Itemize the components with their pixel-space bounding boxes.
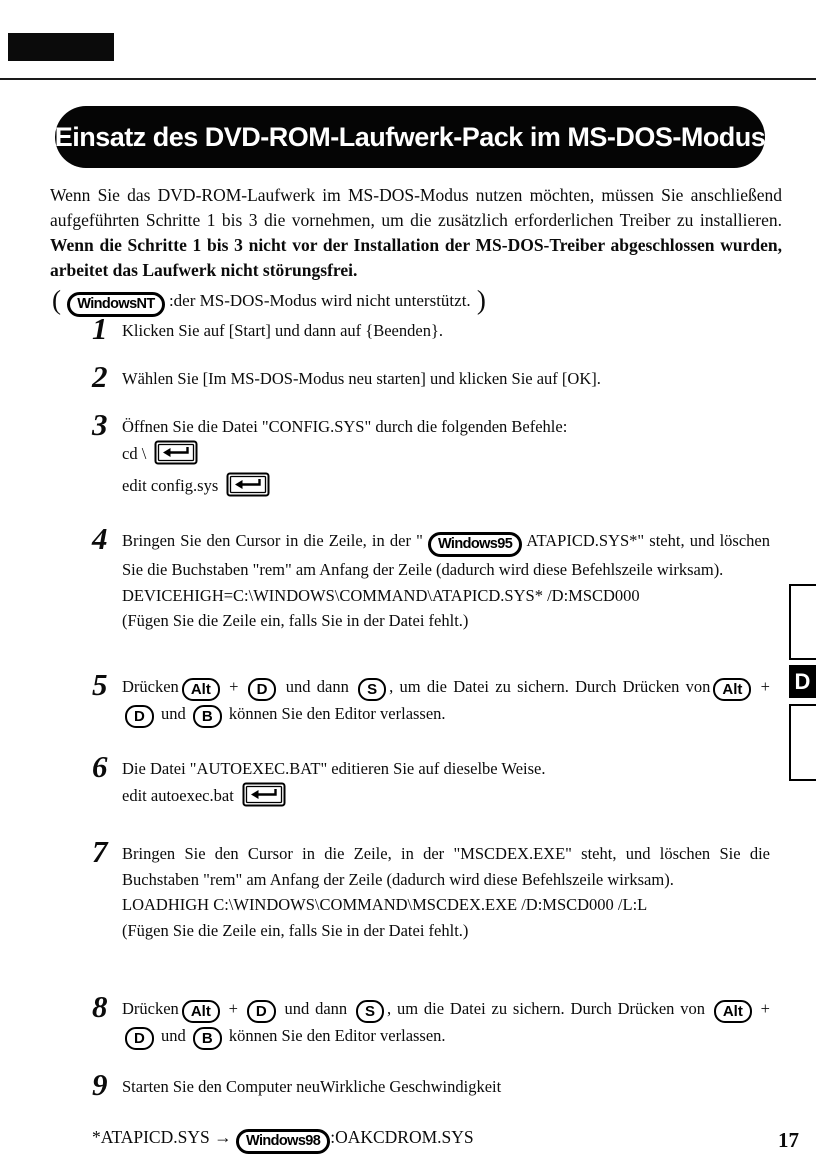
step-text: Wählen Sie [Im MS-DOS-Modus neu starten] und klicken Sie auf [OK]. bbox=[122, 369, 601, 388]
intro-paragraph bbox=[50, 183, 782, 283]
step-text: *ATAPICD.SYS → bbox=[92, 1127, 236, 1147]
page-title: Einsatz des DVD-ROM-Laufwerk-Pack im MS-DOS-Modus bbox=[54, 121, 766, 152]
edge-index-box-bottom bbox=[789, 704, 816, 781]
intro-text-normal: Wenn Sie das DVD-ROM-Laufwerk im MS-DOS-Modus nutzen möchten, müssen Sie anschließend aufgeführten Schritte 1 bis 3 die vornehmen, um die zusätzlich erforderlichen Treiber zu installieren. bbox=[50, 185, 782, 230]
key-b-badge: B bbox=[193, 1027, 222, 1050]
key-alt-badge: Alt bbox=[714, 1000, 752, 1023]
key-alt-badge: Alt bbox=[713, 678, 751, 701]
step-text: und dann bbox=[278, 999, 354, 1018]
step-number: 9 bbox=[92, 1067, 108, 1102]
step-7 bbox=[92, 834, 770, 943]
top-divider-rule bbox=[0, 78, 816, 80]
step-6 bbox=[92, 749, 770, 814]
step-4 bbox=[92, 521, 770, 634]
key-d-badge: D bbox=[125, 1027, 154, 1050]
step-number: 6 bbox=[92, 749, 108, 784]
step-text: können Sie den Editor verlassen. bbox=[224, 704, 446, 723]
step-text: Klicken Sie auf [Start] und dann auf {Beenden}. bbox=[122, 321, 443, 340]
step-2 bbox=[92, 359, 770, 394]
step-3 bbox=[92, 407, 770, 505]
step-text: LOADHIGH C:\WINDOWS\COMMAND\MSCDEX.EXE /D:MSCD000 /L:L bbox=[122, 895, 648, 914]
page-number: 17 bbox=[778, 1128, 799, 1152]
step-text: (Fügen Sie die Zeile ein, falls Sie in der Datei fehlt.) bbox=[122, 920, 469, 940]
key-d-badge: D bbox=[247, 1000, 276, 1023]
step-text: :OAKCDROM.SYS bbox=[330, 1127, 474, 1147]
step-text: (Fügen Sie die Zeile ein, falls Sie in der Datei fehlt.) bbox=[122, 611, 469, 630]
windows-nt-badge: WindowsNT bbox=[67, 292, 164, 317]
step-body bbox=[122, 841, 770, 943]
windows-98-badge: Windows98 bbox=[236, 1129, 330, 1154]
key-alt-badge: Alt bbox=[182, 678, 220, 701]
key-d-badge: D bbox=[248, 678, 277, 701]
page-title-banner bbox=[55, 106, 765, 168]
step-text: Die Datei "AUTOEXEC.BAT" editieren Sie auf dieselbe Weise. bbox=[122, 759, 546, 778]
step-number: 1 bbox=[92, 311, 108, 346]
step-text: + bbox=[222, 999, 244, 1018]
intro-text-bold: Wenn die Schritte 1 bis 3 nicht vor der Installation der MS-DOS-Treiber abgeschlossen wurden, arbeitet das Laufwerk nicht störungsfrei. bbox=[50, 235, 782, 280]
step-body bbox=[122, 528, 770, 634]
step-text: edit autoexec.bat bbox=[122, 785, 238, 805]
step-text: edit config.sys bbox=[122, 476, 223, 495]
step-number: 2 bbox=[92, 359, 108, 394]
enter-key-icon bbox=[242, 782, 286, 815]
step-text: und bbox=[156, 1026, 190, 1045]
step-text: Bringen Sie den Cursor in die Zeile, in der " bbox=[122, 531, 428, 550]
step-body bbox=[122, 674, 770, 728]
key-alt-badge: Alt bbox=[182, 1000, 220, 1023]
step-text: Starten Sie den Computer neuWirkliche Geschwindigkeit bbox=[122, 1077, 502, 1096]
step-body bbox=[122, 1074, 770, 1100]
step-5 bbox=[92, 667, 770, 728]
step-text: + bbox=[222, 677, 245, 696]
step-text: Bringen Sie den Cursor in die Zeile, in der "MSCDEX.EXE" steht, und löschen Sie die Buchstaben "rem" am Anfang der Zeile (dadurch wird diese Befehlszeile wirksam). bbox=[122, 844, 770, 889]
step-body bbox=[122, 414, 770, 505]
side-tab-label: D bbox=[794, 668, 811, 694]
step-text: Drücken bbox=[122, 999, 179, 1018]
key-b-badge: B bbox=[193, 705, 222, 728]
step-number: 5 bbox=[92, 667, 108, 702]
edge-index-box-top bbox=[789, 584, 816, 660]
step-text: + bbox=[754, 999, 770, 1018]
key-s-badge: S bbox=[358, 678, 386, 701]
step-text: DEVICEHIGH=C:\WINDOWS\COMMAND\ATAPICD.SYS* /D:MSCD000 bbox=[122, 585, 640, 605]
step-text: Drücken bbox=[122, 677, 179, 696]
step-text: , um die Datei zu sichern. Durch Drücken von bbox=[387, 999, 711, 1018]
step-number: 3 bbox=[92, 407, 108, 442]
footnote bbox=[92, 1122, 772, 1154]
step-body bbox=[122, 996, 770, 1050]
step-number: 7 bbox=[92, 834, 108, 869]
step-9 bbox=[92, 1067, 770, 1102]
open-paren: ( bbox=[52, 285, 61, 315]
step-text: + bbox=[754, 677, 770, 696]
side-tab-d bbox=[789, 665, 816, 698]
windows-nt-note bbox=[50, 285, 782, 317]
step-text: , um die Datei zu sichern. Durch Drücken von bbox=[389, 677, 711, 696]
step-body bbox=[122, 756, 770, 814]
step-body bbox=[122, 318, 770, 344]
step-text: ATAPICD.SYS*" steht, und löschen Sie die Buchstaben "rem" am Anfang der Zeile (dadurch wird diese Befehlszeile wirksam). bbox=[122, 531, 770, 579]
step-text: können Sie den Editor verlassen. bbox=[224, 1026, 446, 1045]
close-paren: ) bbox=[476, 285, 486, 315]
step-number: 8 bbox=[92, 989, 108, 1024]
key-d-badge: D bbox=[125, 705, 154, 728]
enter-key-icon bbox=[154, 440, 198, 473]
enter-key-icon bbox=[226, 472, 270, 505]
step-8 bbox=[92, 989, 770, 1050]
step-number: 4 bbox=[92, 521, 108, 556]
step-text: und dann bbox=[279, 677, 356, 696]
section-index-mark bbox=[8, 33, 114, 61]
windows-95-badge: Windows95 bbox=[428, 532, 522, 557]
step-1 bbox=[92, 311, 770, 346]
step-body bbox=[122, 366, 770, 392]
step-text: Öffnen Sie die Datei "CONFIG.SYS" durch die folgenden Befehle: bbox=[122, 417, 568, 436]
nt-note-text: :der MS-DOS-Modus wird nicht unterstützt. bbox=[168, 291, 471, 310]
step-text: cd \ bbox=[122, 443, 151, 463]
step-text: und bbox=[156, 704, 190, 723]
key-s-badge: S bbox=[356, 1000, 384, 1023]
